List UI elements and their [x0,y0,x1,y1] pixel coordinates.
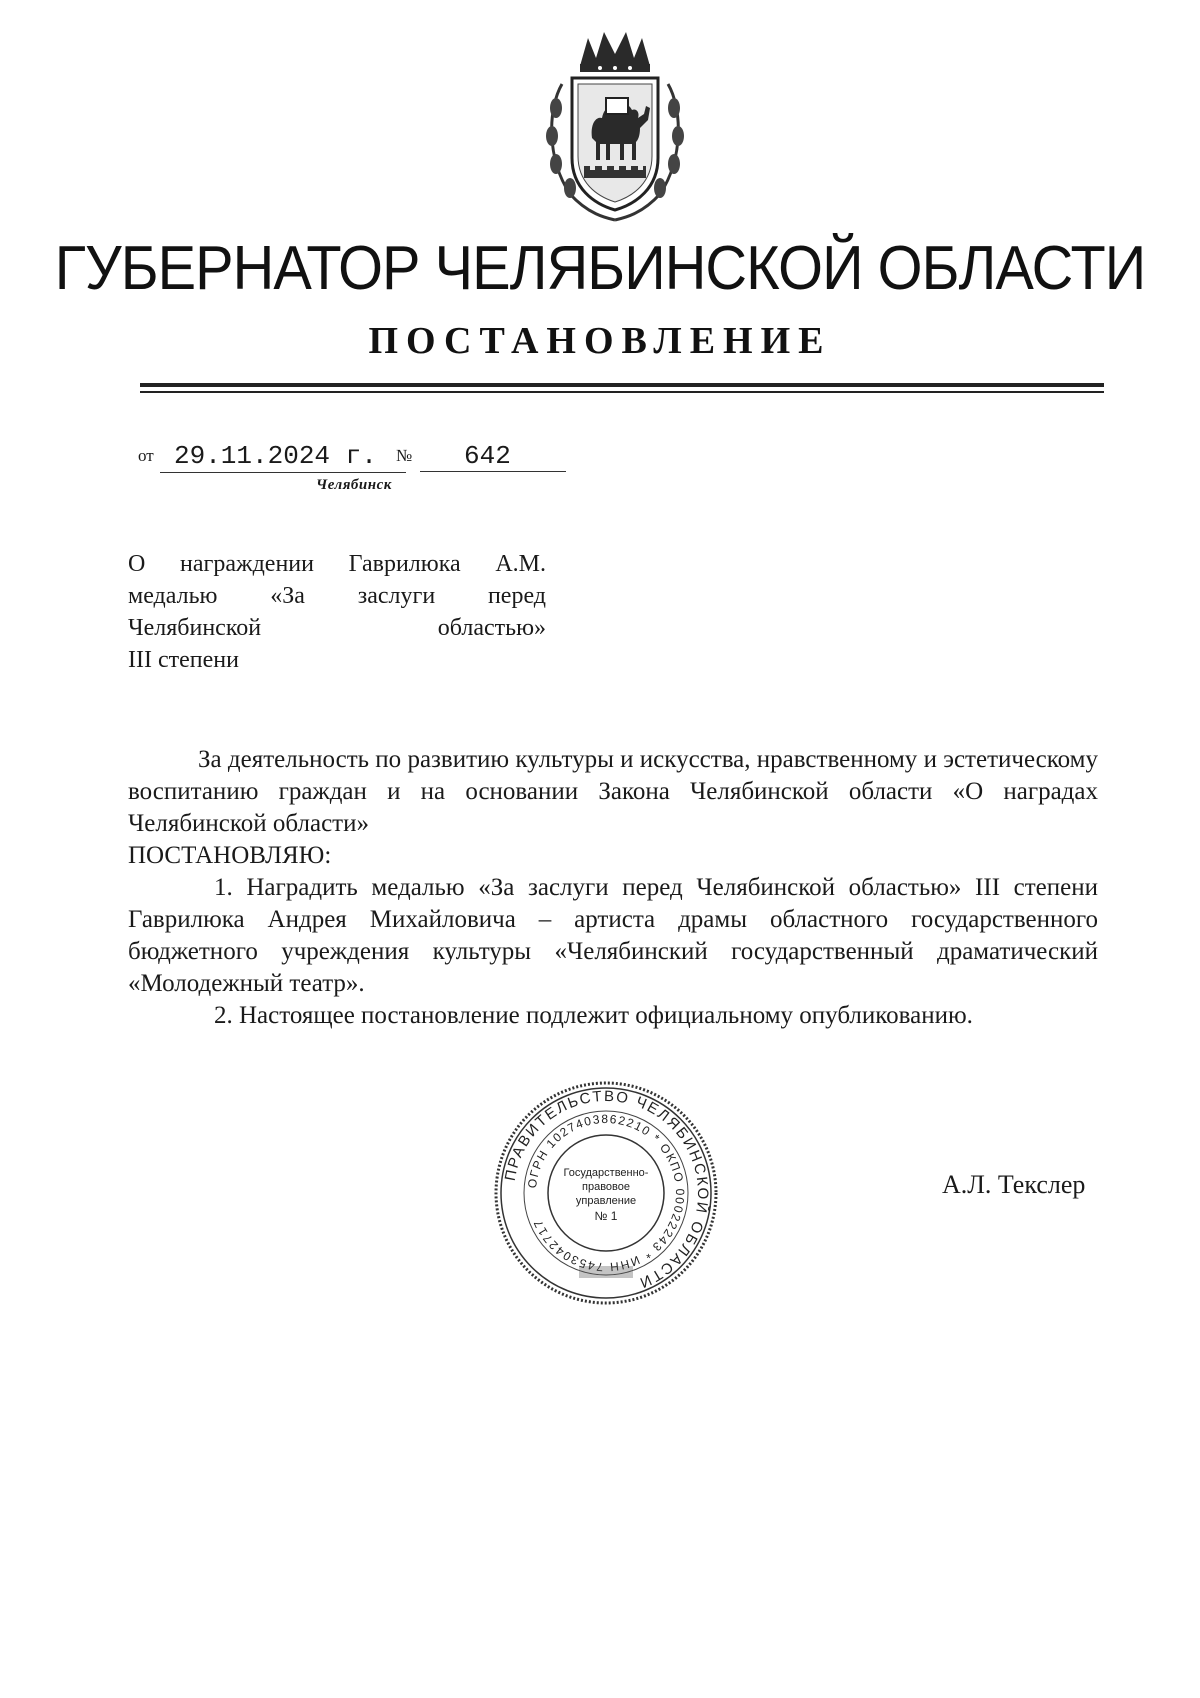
subject-line: медалью «За заслуги перед [128,583,546,609]
seal-center-line: управление [575,1195,637,1207]
chelyabinsk-coat-of-arms-icon [540,28,690,224]
resolve-heading: ПОСТАНОВЛЯЮ: [128,842,332,869]
signatory-name: А.Л. Текслер [942,1170,1086,1199]
seal-center-line: № 1 [594,1209,618,1223]
subject-line: Челябинской областью» [128,615,546,641]
seal-center-line: Государственно- [563,1167,649,1179]
number-label: № [396,446,413,465]
document-city: Челябинск [316,477,392,493]
seal-outer-text: ПРАВИТЕЛЬСТВО ЧЕЛЯБИНСКОЙ ОБЛАСТИ [501,1087,712,1292]
subject-line: III степени [128,647,239,673]
official-seal [493,1080,719,1306]
document-body [128,744,1098,1032]
document-subject [128,548,546,676]
document-type: ПОСТАНОВЛЕНИЕ [368,320,832,362]
resolution-item: 1. Наградить медалью «За заслуги перед Челябинской областью» III степени Гаврилюка Андрея Михайловича – артиста драмы областного государственного бюджетного учреждения культуры «Челябинский государственный драматический «Молодежный театр». [128,874,1098,997]
header-divider-thick [140,383,1104,387]
subject-line: О награждении Гаврилюка А.М. [128,551,546,577]
seal-middle-text: ОГРН 1027403862210 * ОКПО 00022243 * ИНН 7453042717 [525,1111,688,1275]
date-prefix: от [138,446,154,465]
seal-center-line: правовое [582,1181,630,1193]
resolution-item: 2. Настоящее постановление подлежит официальному опубликованию. [214,1002,973,1029]
document-number: 642 [420,440,566,472]
header-divider-thin [140,391,1104,393]
authority-title: ГУБЕРНАТОР ЧЕЛЯБИНСКОЙ ОБЛАСТИ [54,234,1146,303]
document-date: 29.11.2024 г. [160,440,406,473]
preamble-paragraph: За деятельность по развитию культуры и искусства, нравственному и эстетическому воспитанию граждан и на основании Закона Челябинской области «О наградах Челябинской области» [128,746,1098,837]
